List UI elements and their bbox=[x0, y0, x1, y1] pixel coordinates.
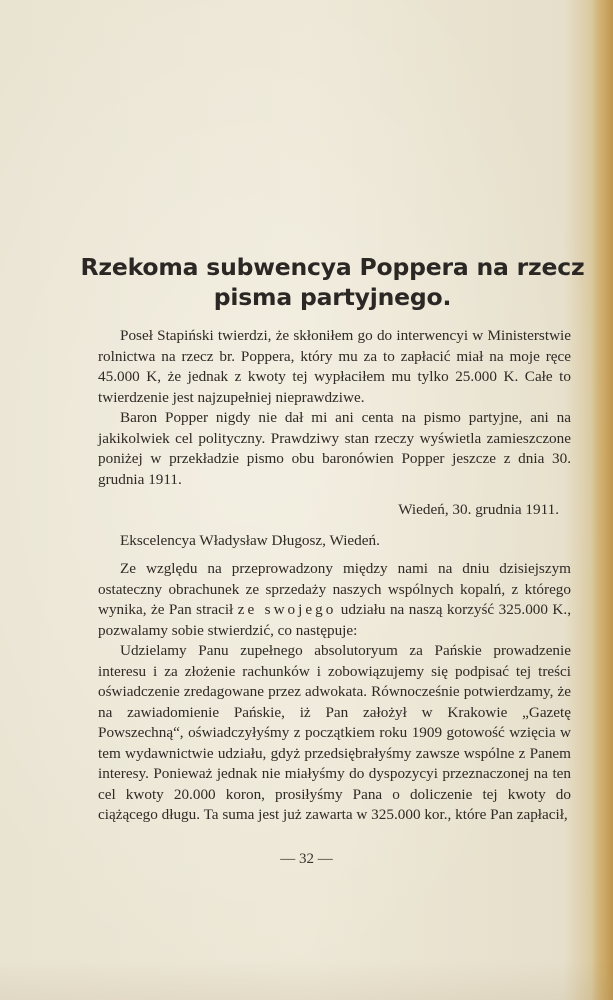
letter-salutation: Ekscelencya Władysław Długosz, Wiedeń. bbox=[120, 531, 380, 549]
paragraph-4: Udzielamy Panu zupełnego absolutoryum za Pańskie prowadzenie interesu i za złożenie rachunków i zobowiązujemy się podpisać tej treści oświadczenie zredagowane przez adwokata. Równocześnie potwierdzamy, że na zawiadomienie Pańskie, iż Pan założył w Krakowie „Gazetę Powszechną“, oświadczyłyśmy z początkiem roku 1909 gotowość wzięcia w tem wydawnictwie udziału, gdyż przedsiębrałyśmy zawsze wspólne z Panem interesy. Ponieważ jednak nie miałyśmy do dyspozycyi przeznaczonej na ten cel kwoty 20.000 koron, prosiłyśmy Pana o doliczenie tej kwoty do ciążącego długu. Ta suma jest już zawarta w 325.000 kor., które Pan zapłacił, bbox=[98, 642, 571, 823]
paragraph-2: Baron Popper nigdy nie dał mi ani centa na pismo partyjne, ani na jakikolwiek cel polityczny. Prawdziwy stan rzeczy wyświetla zamieszczone poniżej w przekładzie pismo obu baronówien Popper jeszcze z dnia 30. grudnia 1911. bbox=[98, 409, 571, 488]
page-number: — 32 — bbox=[280, 851, 333, 867]
page-bottom-shade bbox=[0, 960, 613, 1000]
section-title-line-2: pisma partyjnego. bbox=[213, 283, 452, 311]
body-text bbox=[98, 326, 571, 826]
section-title bbox=[80, 252, 585, 312]
letter-dateline: Wiedeń, 30. grudnia 1911. bbox=[398, 501, 559, 518]
paragraph-3-spaced-words: ze swojego bbox=[237, 601, 337, 618]
page-edge-stain bbox=[591, 0, 613, 1000]
paragraph-3 bbox=[98, 559, 571, 641]
paragraph-1: Poseł Stapiński twierdzi, że skłoniłem go do interwencyi w Ministerstwie rolnictwa na rzecz br. Poppera, który mu za to zapłacić miał na moje ręce 45.000 K, że jednak z kwoty tej wypłaciłem mu tylko 25.000 K. Całe to twierdzenie jest najzupełniej nieprawdziwe. bbox=[98, 327, 571, 406]
paragraph-3-part-2: udziału na naszą korzyść 325.000 K., pozwalamy sobie stwierdzić, co następuje: bbox=[98, 601, 571, 639]
paragraph-3-part-1: Ze względu na przeprowadzony między nami na dniu dzisiejszym ostateczny obrachunek ze sprzedaży naszych wspólnych kopalń, z którego wynika, że Pan stracił bbox=[98, 560, 571, 618]
section-title-line-1: Rzekoma subwencya Poppera na rzecz bbox=[80, 253, 585, 281]
